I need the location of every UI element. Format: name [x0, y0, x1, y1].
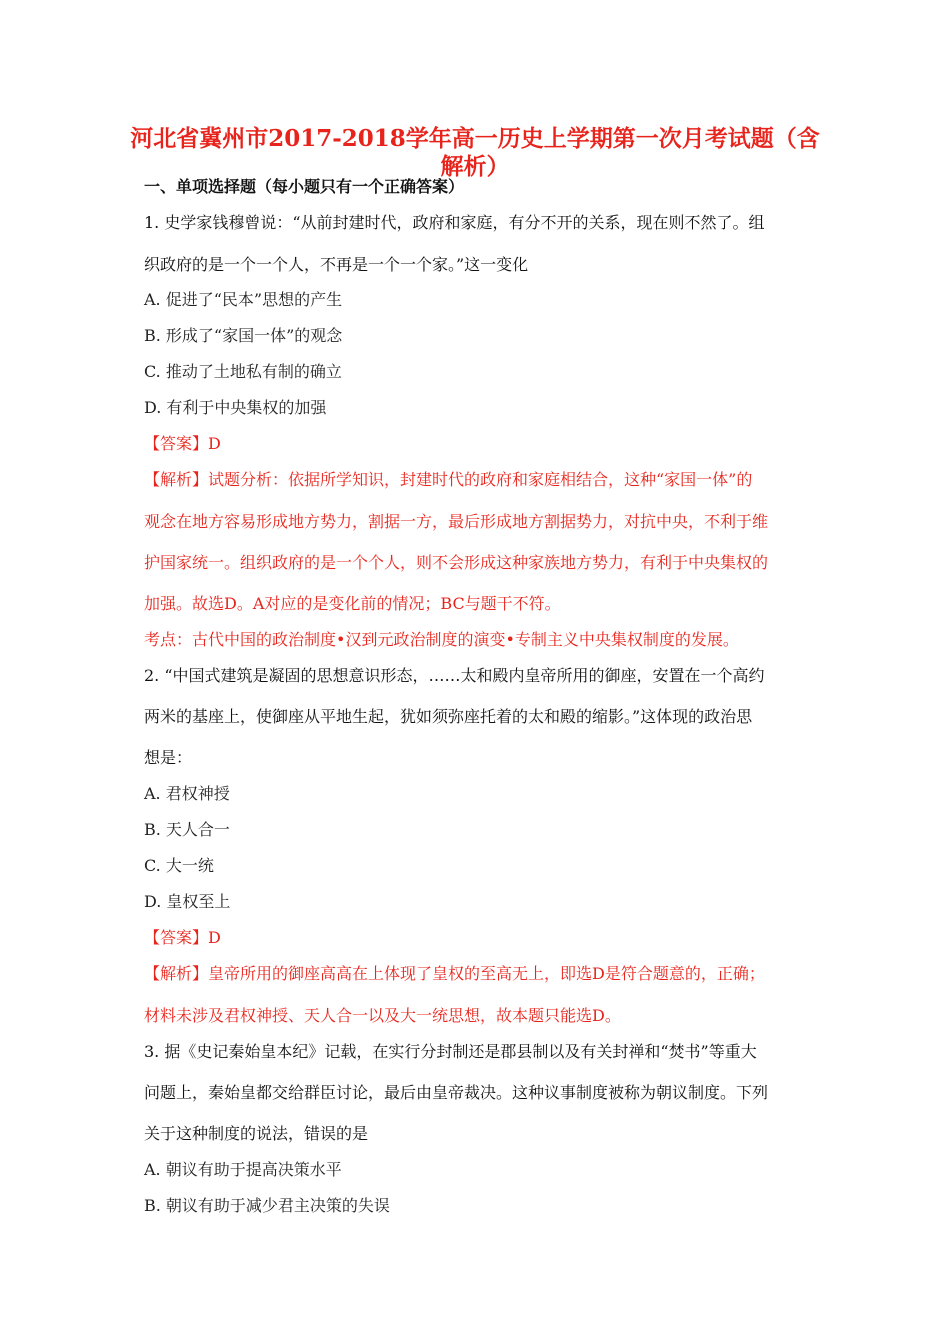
q1-stem-line-1: 1. 史学家钱穆曾说：“从前封建时代，政府和家庭，有分不开的关系，现在则不然了。组 — [144, 213, 765, 232]
q1-analysis-line-4: 加强。故选D。A对应的是变化前的情况；BC与题干不符。 — [144, 594, 561, 613]
q2-analysis-line-1: 【解析】皇帝所用的御座高高在上体现了皇权的至高无上，即选D是符合题意的，正确； — [144, 964, 765, 983]
q3-option-a: A. 朝议有助于提高决策水平 — [144, 1160, 342, 1179]
section-heading: 一、单项选择题（每小题只有一个正确答案） — [144, 177, 465, 196]
q1-option-a: A. 促进了“民本”思想的产生 — [144, 290, 343, 309]
q1-answer: 【答案】D — [144, 434, 221, 453]
q3-option-b: B. 朝议有助于减少君主决策的失误 — [144, 1196, 390, 1215]
q3-stem-line-1: 3. 据《史记秦始皇本纪》记载，在实行分封制还是郡县制以及有关封禅和“焚书”等重大 — [144, 1042, 757, 1061]
q1-analysis-line-1: 【解析】试题分析：依据所学知识，封建时代的政府和家庭相结合，这种“家国一体”的 — [144, 470, 753, 489]
document-title-line-2: 解析） — [440, 153, 510, 180]
q2-option-d: D. 皇权至上 — [144, 892, 231, 911]
q2-option-b: B. 天人合一 — [144, 820, 230, 839]
q2-option-c: C. 大一统 — [144, 856, 214, 875]
q1-kaodian: 考点：古代中国的政治制度•汉到元政治制度的演变•专制主义中央集权制度的发展。 — [144, 630, 739, 649]
q1-analysis-line-3: 护国家统一。组织政府的是一个个人，则不会形成这种家族地方势力，有利于中央集权的 — [144, 553, 769, 572]
q1-analysis-line-2: 观念在地方容易形成地方势力，割据一方，最后形成地方割据势力，对抗中央，不利于维 — [144, 512, 769, 531]
q2-option-a: A. 君权神授 — [144, 784, 230, 803]
q1-option-c: C. 推动了土地私有制的确立 — [144, 362, 342, 381]
q3-stem-line-3: 关于这种制度的说法，错误的是 — [144, 1124, 369, 1143]
q2-stem-line-1: 2. “中国式建筑是凝固的思想意识形态，……太和殿内皇帝所用的御座，安置在一个高约 — [144, 666, 765, 685]
q2-stem-line-2: 两米的基座上，使御座从平地生起，犹如须弥座托着的太和殿的缩影。”这体现的政治思 — [144, 707, 753, 726]
q1-option-b: B. 形成了“家国一体”的观念 — [144, 326, 343, 345]
q2-stem-line-3: 想是： — [144, 748, 193, 767]
q2-analysis-line-2: 材料未涉及君权神授、天人合一以及大一统思想，故本题只能选D。 — [144, 1006, 621, 1025]
q3-stem-line-2: 问题上，秦始皇都交给群臣讨论，最后由皇帝裁决。这种议事制度被称为朝议制度。下列 — [144, 1083, 769, 1102]
q1-stem-line-2: 织政府的是一个一个人，不再是一个一个家。”这一变化 — [144, 255, 529, 274]
q1-option-d: D. 有利于中央集权的加强 — [144, 398, 327, 417]
q2-answer: 【答案】D — [144, 928, 221, 947]
document-title-line-1: 河北省冀州市2017-2018学年高一历史上学期第一次月考试题（含 — [130, 125, 820, 152]
